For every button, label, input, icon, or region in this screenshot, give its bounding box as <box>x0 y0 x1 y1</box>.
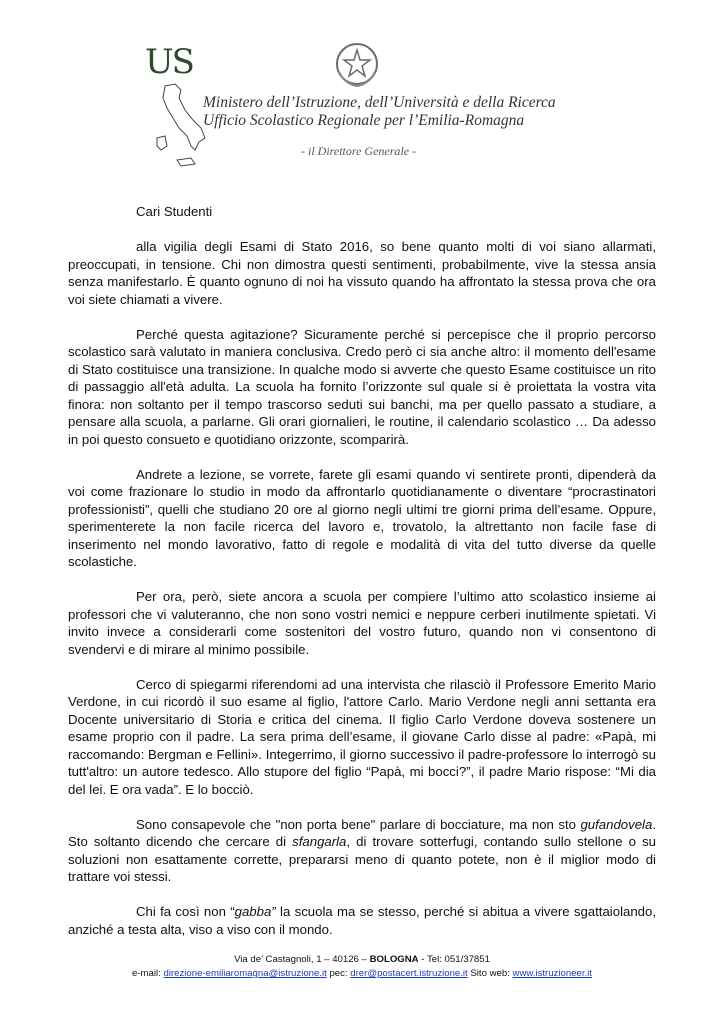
paragraph-4: Per ora, però, siete ancora a scuola per compiere l’ultimo atto scolastico insieme ai professori che vi valuteranno, che non sono vostri nemici e neppure cerberi inutilmente spietati. Vi invito invece a considerarli come sostenitori del vostro futuro, quando non vi consentono di svendervi e di mirare al minimo possibile. <box>68 589 656 657</box>
paragraph-3: Andrete a lezione, se vorrete, farete gli esami quando vi sentirete pronti, dipenderà da voi come frazionare lo studio in modo da affrontarlo quotidianamente o diventare “procrastinatori professionisti”, quelli che studiano 20 ore al giorno negli ultimi tre giorni prima dell’esame. Oppure, sperimenterete la non facile ricerca del lavoro e, trovatolo, la altrettanto non facile fase di inserimento nel mondo lavorativo, fatto di regole e modalità di vita del tutto diverse da quelle scolastiche. <box>68 466 656 569</box>
footer <box>0 953 724 981</box>
italic-word: sfangarla <box>292 834 347 849</box>
director-line: - il Direttore Generale - <box>301 144 417 158</box>
footer-contacts: e-mail: direzione-emiliaromagna@istruzione.it pec: drer@postacert.istruzione.it Sito web: www.istruzioneer.it <box>132 968 592 979</box>
greeting: Cari Studenti <box>136 204 213 219</box>
paragraph-5: Cerco di spiegarmi riferendomi ad una intervista che rilasciò il Professore Emerito Mario Verdone, in cui ricordò il suo esame al figlio, l'attore Carlo. Mario Verdone negli anni settanta era Docente universitario di Storia e critica del cinema. Il figlio Carlo Verdone doveva sostenere un esame proprio con il padre. La sera prima dell’esame, il giovane Carlo disse al padre: «Papà, mi raccomando: Bergman e Fellini». Integerrimo, il giorno successivo il padre-professore lo interrogò su tutt'altro: un autore tedesco. Allo stupore del figlio “Papà, mi bocci?”, il padre Mario rispose: “Mi dia del lei. E ora vada”. E lo bocciò. <box>68 676 656 797</box>
italic-word: gufandovela <box>580 816 653 832</box>
ministry-name <box>203 94 583 130</box>
pec-link[interactable]: drer@postacert.istruzione.it <box>350 968 468 979</box>
letterhead <box>145 38 575 168</box>
footer-address: Via de’ Castagnoli, 1 – 40126 – BOLOGNA - Tel: 051/37851 <box>234 954 490 965</box>
italy-map-icon <box>151 80 209 172</box>
office-line: Ufficio Scolastico Regionale per l’Emilia-Romagna <box>203 112 525 129</box>
website-link[interactable]: www.istruzioneer.it <box>512 968 592 979</box>
paragraph-6: Sono consapevole che "non porta bene" parlare di bocciature, ma non sto gufandovela. Sto soltanto dicendo che cercare di sfangarla, di trovare sotterfugi, contando sullo stellone o su soluzioni non esattamente corrette, prepararsi meno di quanto potete, non è il miglior modo di trattare voi stessi. <box>68 816 656 884</box>
paragraph-1: alla vigilia degli Esami di Stato 2016, so bene quanto molti di voi siano allarmati, preoccupati, in tensione. Chi non dimostra questi sentimenti, probabilmente, vive la stessa ansia senza manifestarlo. È quanto ognuno di noi ha vissuto quando ha affrontato la stessa prova che ora voi siete chiamati a vivere. <box>68 239 656 307</box>
letter-body <box>68 203 656 938</box>
italic-word: gabba” <box>234 904 276 919</box>
paragraph-7: Chi fa così non “gabba” la scuola ma se stesso, perché si abitua a vivere sgattaiolando, anziché a testa alta, viso a viso con il mondo. <box>68 904 657 937</box>
ministry-line: Ministero dell’Istruzione, dell’Università e della Ricerca <box>203 94 556 111</box>
paragraph-2: Perché questa agitazione? Sicuramente perché si percepisce che il proprio percorso scolastico sarà valutato in maniera conclusiva. Credo però ci sia anche altro: il momento dell'esame di Stato costituisce una transizione. In qualche modo si avverte che questo Esame costituisce un rito di passaggio all'età adulta. La scuola ha fornito l’orizzonte sul quale si è proiettata la vostra vita finora: non soltanto per il tempo trascorso seduti sui banchi, ma per quello passato a studiare, a pensare alla scuola, a parlarne. Gli orari giornalieri, le routine, il calendario scolastico … Da adesso in poi questo consueto e quotidiano orizzonte, scomparirà. <box>68 326 656 447</box>
usr-logo: US <box>145 42 193 82</box>
italian-republic-emblem-icon <box>331 38 383 90</box>
email-link[interactable]: direzione-emiliaromagna@istruzione.it <box>163 968 327 979</box>
